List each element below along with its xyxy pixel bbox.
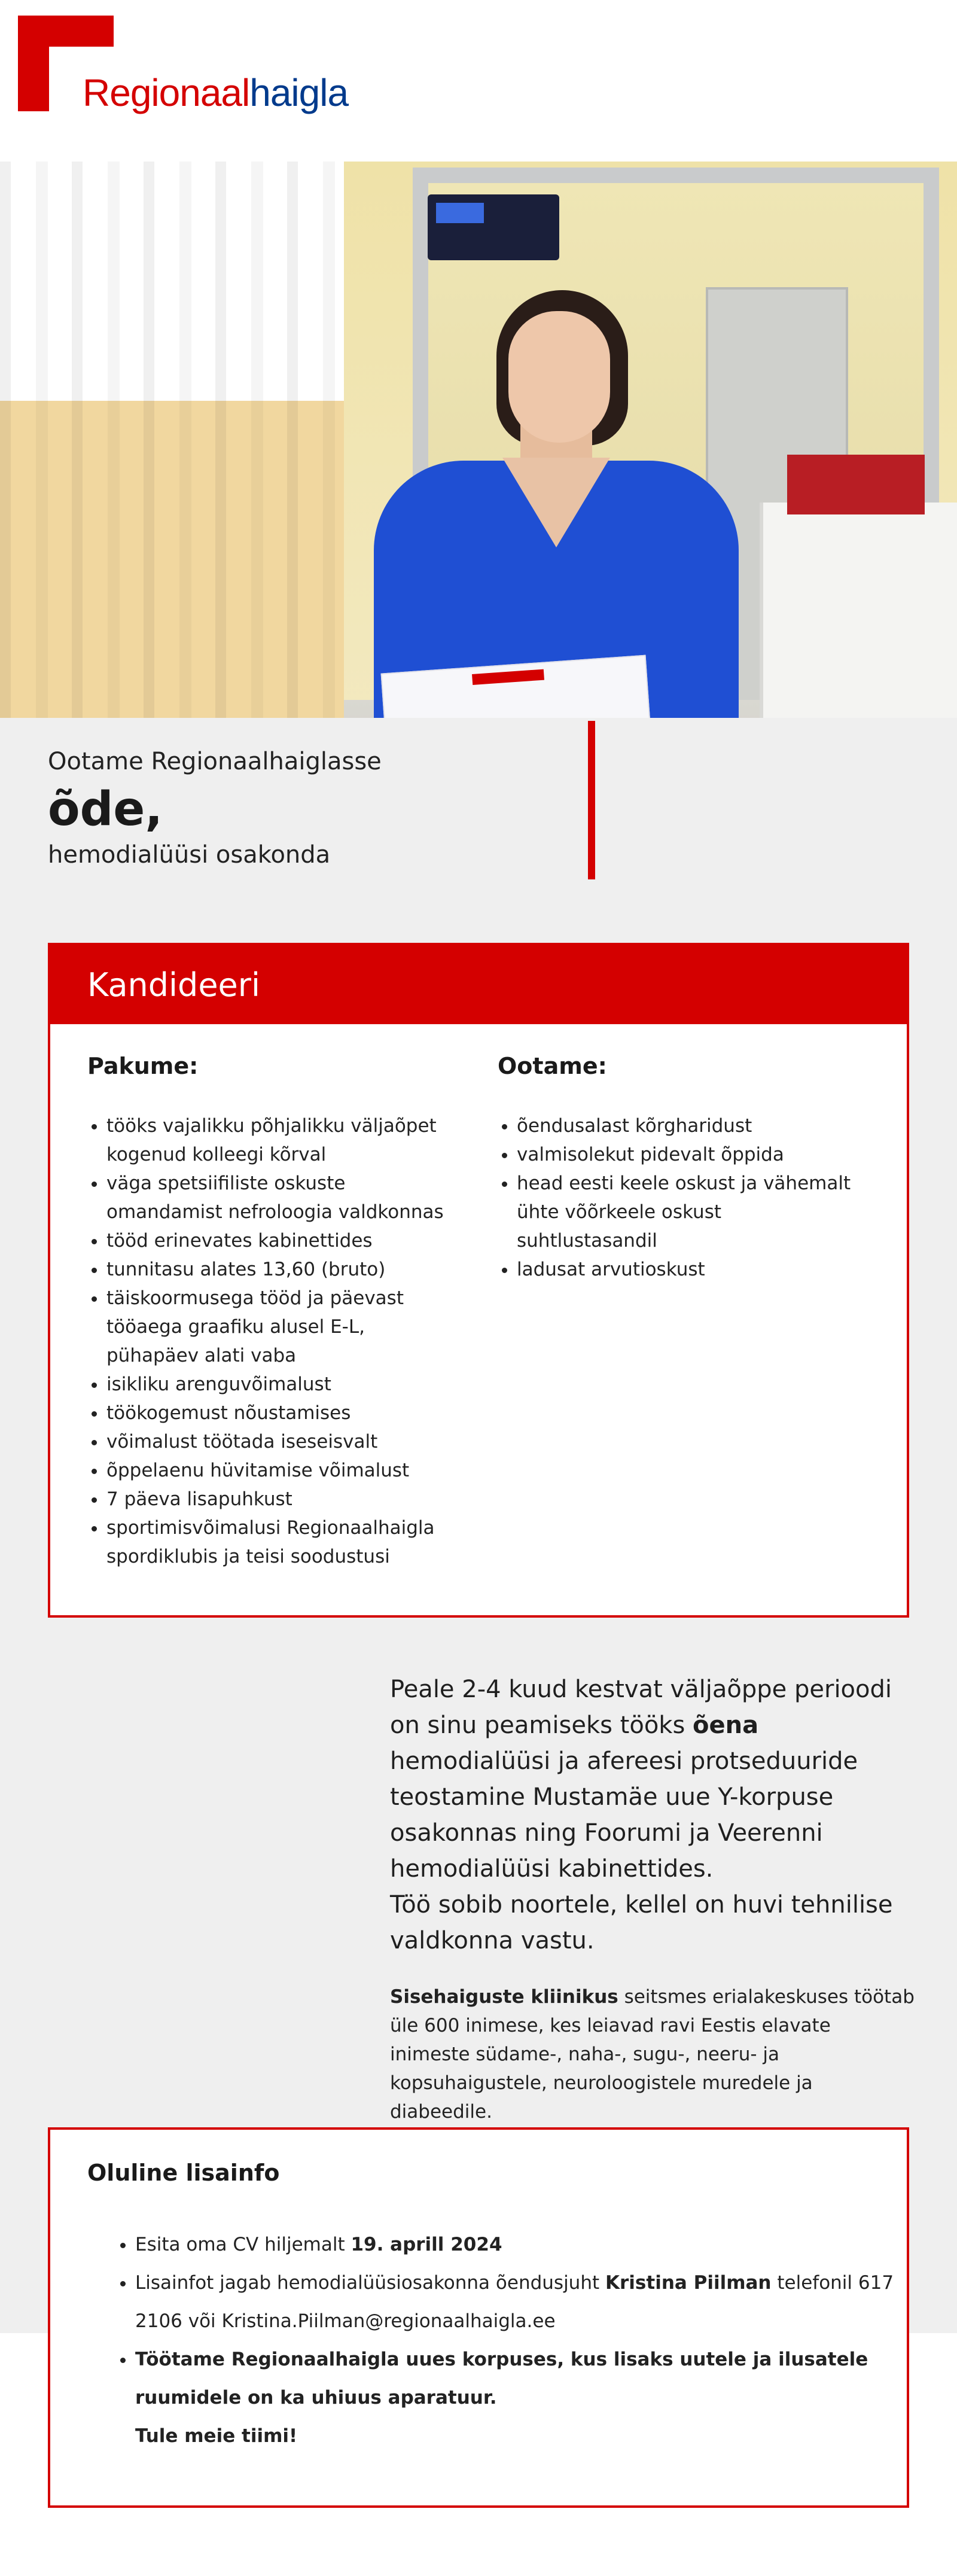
- description-suitability: Töö sobib noortele, kellel on huvi tehnilise valdkonna vastu.: [390, 1891, 893, 1954]
- offer-column: [87, 1053, 458, 1571]
- offer-list: [87, 1112, 458, 1571]
- title-intro: Ootame Regionaalhaiglasse: [48, 748, 382, 775]
- list-item: • täiskoormusega tööd ja päevast tööaega graafiku alusel E-L, pühapäev alati vaba: [106, 1284, 458, 1370]
- apply-button[interactable]: Kandideeri: [50, 945, 907, 1024]
- list-item: • väga spetsiifiliste oskuste omandamist nefroloogia valdkonnas: [106, 1169, 458, 1226]
- info-list: [87, 2225, 925, 2455]
- list-item: • 7 päeva lisapuhkust: [106, 1485, 458, 1514]
- list-item: • tööks vajalikku põhjalikku väljaõpet kogenud kolleegi kõrval: [106, 1112, 458, 1169]
- regionaalhaigla-logo[interactable]: [18, 16, 349, 123]
- requirements-list: [498, 1112, 857, 1284]
- list-item: • head eesti keele oskust ja vähemalt ühte võõrkeele oskust suhtlustasandil: [517, 1169, 857, 1255]
- description-lead: Peale 2-4 kuud kestvat väljaõppe perioodi on sinu peamiseks tööks õena hemodialüüsi ja afereesi protseduuride teostamine Mustamäe uue Y-korpuse osakonnas ning Foorumi ja Veerenni hemodialüüsi kabinettides.: [390, 1676, 892, 1883]
- list-item: • valmisolekut pidevalt õppida: [517, 1140, 857, 1169]
- requirements-heading: Ootame:: [498, 1053, 607, 1079]
- list-item: • tööd erinevates kabinettides: [106, 1226, 458, 1255]
- additional-info-card: [48, 2127, 909, 2508]
- list-item: • töökogemust nõustamises: [106, 1399, 458, 1427]
- job-description: [390, 1671, 916, 2126]
- job-title: õde,: [48, 782, 163, 836]
- department-name: hemodialüüsi osakonda: [48, 841, 331, 869]
- curtain: [0, 162, 344, 718]
- requirements-column: [498, 1053, 857, 1284]
- contact-item: • Lisainfot jagab hemodialüüsiosakonna õendusjuht Kristina Piilman telefonil 617 2106 või Kristina.Piilman@regionaalhaigla.ee: [135, 2264, 925, 2340]
- accent-strip: [588, 721, 595, 879]
- list-item: • sportimisvõimalusi Regionaalhaigla spordiklubis ja teisi soodustusi: [106, 1514, 458, 1571]
- list-item: • isikliku arenguvõimalust: [106, 1370, 458, 1399]
- offer-heading: Pakume:: [87, 1053, 199, 1079]
- offer-card: [48, 943, 909, 1618]
- team-invite-item: • Töötame Regionaalhaigla uues korpuses, kus lisaks uutele ja ilusatele ruumidele on ka uhiuus aparatuur. Tule meie tiimi!: [135, 2340, 925, 2455]
- list-item: • ladusat arvutioskust: [517, 1255, 857, 1284]
- info-heading: Oluline lisainfo: [87, 2160, 280, 2186]
- deadline-item: • Esita oma CV hiljemalt 19. aprill 2024: [135, 2225, 925, 2264]
- logo-wordmark: Regionaalhaigla: [83, 71, 349, 114]
- list-item: • õendusalast kõrgharidust: [517, 1112, 857, 1140]
- list-item: • tunnitasu alates 13,60 (bruto): [106, 1255, 458, 1284]
- list-item: • võimalust töötada iseseisvalt: [106, 1427, 458, 1456]
- job-title-block: [48, 748, 574, 869]
- list-item: • õppelaenu hüvitamise võimalust: [106, 1456, 458, 1485]
- clinic-description: Sisehaiguste kliinikus seitsmes erialakeskuses töötab üle 600 inimese, kes leiavad ravi Eestis elavate inimeste südame-, naha-, sugu-, neeru- ja kopsuhaigustele, neuroloogistele muredele ja diabeedile.: [390, 1986, 915, 2123]
